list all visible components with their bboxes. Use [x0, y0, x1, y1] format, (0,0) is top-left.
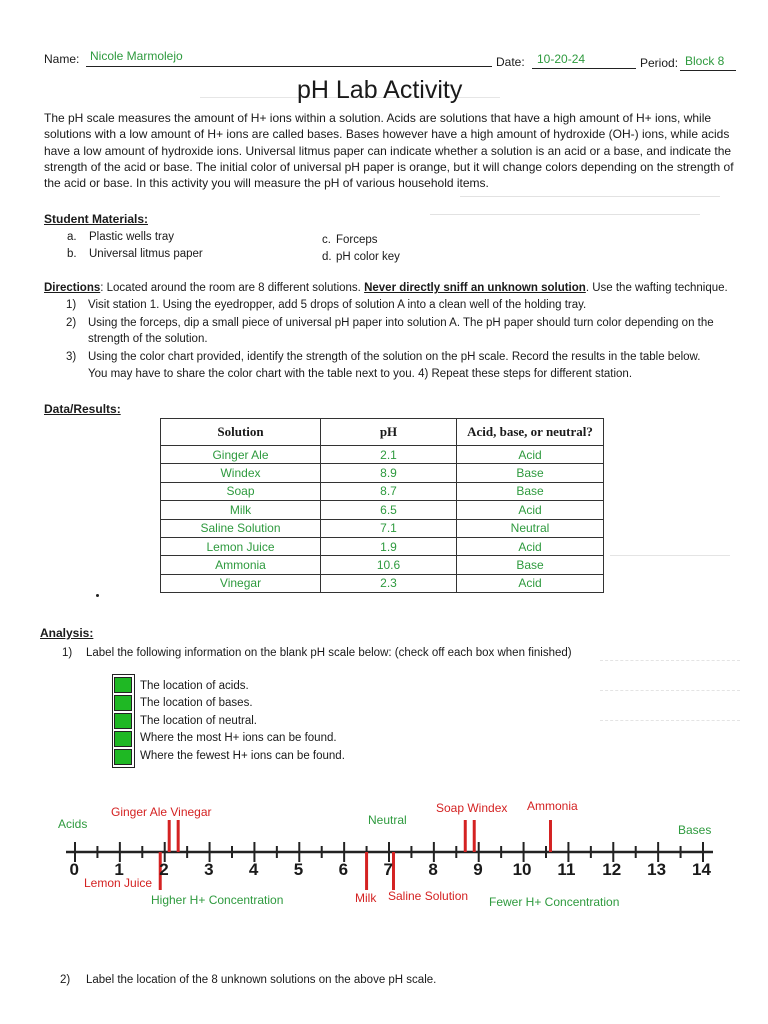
ph-cell: 10.6 [321, 556, 457, 574]
type-cell: Base [457, 464, 604, 482]
saline-label: Saline Solution [388, 889, 469, 903]
material-marker: a. [67, 231, 77, 243]
checkbox-neutral[interactable] [114, 713, 132, 729]
scale-number: 11 [557, 860, 576, 879]
ph-cell: 8.9 [321, 464, 457, 482]
material-item: Forceps [336, 234, 378, 246]
ph-scale [0, 780, 768, 930]
scale-number: 4 [248, 860, 259, 879]
checkbox-acids[interactable] [114, 677, 132, 693]
ph-cell: 1.9 [321, 537, 457, 555]
bleed-line [600, 690, 740, 692]
directions-heading: Directions [44, 282, 101, 294]
step-text: Using the color chart provided, identify the strength of the solution on the pH scale. Record the results in the table below. [88, 351, 701, 363]
name-label: Name: [44, 52, 80, 66]
period-underline [680, 70, 736, 71]
type-cell: Acid [457, 537, 604, 555]
ph-cell: 6.5 [321, 501, 457, 519]
material-marker: b. [67, 248, 77, 260]
date-value: 10-20-24 [537, 52, 586, 66]
scale-number: 2 [159, 860, 169, 879]
step-text: Visit station 1. Using the eyedropper, add 5 drops of solution A into a clean well of the holding tray. [88, 299, 587, 311]
bleed-line [600, 720, 740, 722]
scale-number: 6 [338, 860, 349, 879]
checklist-item: The location of acids. [140, 680, 249, 692]
scale-number: 1 [114, 860, 124, 879]
scale-number: 13 [647, 860, 667, 879]
type-cell: Base [457, 482, 604, 500]
step-text: You may have to share the color chart with the table next to you. 4) Repeat these steps for different station. [88, 368, 633, 380]
material-item: pH color key [336, 251, 400, 263]
name-value: Nicole Marmolejo [90, 49, 183, 63]
directions-lead: : Located around the room are 8 different solutions. [100, 282, 361, 294]
table-row [161, 556, 604, 574]
bleed-line [460, 196, 720, 198]
solution-cell: Vinegar [161, 574, 321, 592]
step-number: 1) [66, 299, 77, 311]
scale-number: 7 [383, 860, 393, 879]
checklist-item: Where the most H+ ions can be found. [140, 732, 337, 744]
ph-cell: 7.1 [321, 519, 457, 537]
material-marker: d. [322, 251, 332, 263]
solution-cell: Soap [161, 482, 321, 500]
checklist-item: The location of neutral. [140, 715, 257, 727]
solution-cell: Milk [161, 501, 321, 519]
scale-number: 5 [293, 860, 304, 879]
table-row [161, 519, 604, 537]
milk-label: Milk [355, 891, 377, 905]
step-text: Using the forceps, dip a small piece of universal pH paper into solution A. The pH paper should turn color depending on the [88, 317, 714, 329]
material-item: Plastic wells tray [89, 231, 174, 243]
results-table [160, 418, 604, 593]
type-cell: Acid [457, 574, 604, 592]
solution-cell: Lemon Juice [161, 537, 321, 555]
scale-number: 3 [204, 860, 214, 879]
column-header: pH [321, 419, 457, 446]
ph-cell: 2.1 [321, 446, 457, 464]
solution-cell: Ginger Ale [161, 446, 321, 464]
step-number: 3) [66, 351, 77, 363]
table-header-row [161, 419, 604, 446]
column-header: Acid, base, or neutral? [457, 419, 604, 446]
table-row [161, 446, 604, 464]
scale-number: 14 [692, 860, 711, 879]
checklist-item: Where the fewest H+ ions can be found. [140, 750, 345, 762]
ph-cell: 2.3 [321, 574, 457, 592]
ammonia-label: Ammonia [527, 799, 578, 813]
checklist-item: The location of bases. [140, 697, 253, 709]
neutral-label: Neutral [368, 813, 407, 827]
type-cell: Acid [457, 446, 604, 464]
solution-cell: Saline Solution [161, 519, 321, 537]
period-label: Period: [640, 56, 679, 70]
bleed-line [600, 660, 740, 662]
materials-heading: Student Materials: [44, 212, 149, 226]
solution-cell: Windex [161, 464, 321, 482]
scale-number: 8 [428, 860, 438, 879]
date-underline [532, 68, 636, 69]
bases-label: Bases [678, 823, 712, 837]
step-number: 2) [66, 317, 77, 329]
scale-number: 12 [602, 860, 622, 879]
intro-paragraph: The pH scale measures the amount of H+ ions within a solution. Acids are solutions that have a high amount of H+ ions, while solutions with a low amount of H+ ions are called bases. Bases however have a high amount of hydroxide (OH-) ions, while acids have a low amount of hydroxide ions. Universal litmus paper can indicate whether a solution is an acid or a base, and indicate the strength of the acid or base. The initial color of universal pH paper is orange, but it will change colors depending on the strength of the acid or base. In this activity you will measure the pH of various household items. [44, 111, 734, 191]
material-item: Universal litmus paper [89, 248, 203, 260]
directions-warning: Never directly sniff an unknown solution [364, 282, 586, 294]
checkbox-bases[interactable] [114, 695, 132, 711]
ginger-vinegar-label: Ginger Ale Vinegar [111, 805, 212, 819]
page-title: pH Lab Activity [297, 76, 463, 104]
ph-cell: 8.7 [321, 482, 457, 500]
fewer-h-label: Fewer H+ Concentration [489, 895, 620, 909]
acids-label: Acids [58, 817, 88, 831]
table-row [161, 501, 604, 519]
directions-intro [44, 280, 728, 296]
question-text: Label the location of the 8 unknown solutions on the above pH scale. [86, 974, 437, 986]
type-cell: Acid [457, 501, 604, 519]
table-row [161, 574, 604, 592]
date-label: Date: [496, 55, 525, 69]
step-text: strength of the solution. [88, 333, 208, 345]
period-value: Block 8 [685, 54, 725, 68]
table-row [161, 537, 604, 555]
checkbox-most-h[interactable] [114, 731, 132, 747]
name-underline [86, 66, 492, 67]
bleed-line [610, 555, 730, 557]
results-heading: Data/Results: [44, 402, 121, 416]
scale-number: 0 [69, 860, 79, 879]
question-text: Label the following information on the blank pH scale below: (check off each box when finished) [86, 647, 572, 659]
material-marker: c. [322, 234, 331, 246]
table-row [161, 464, 604, 482]
column-header: Solution [161, 419, 321, 446]
bleed-line [430, 214, 700, 216]
directions-tail: . Use the wafting technique. [585, 282, 728, 294]
stray-dot [96, 594, 99, 597]
scale-number: 9 [473, 860, 483, 879]
soap-windex-label: Soap Windex [436, 801, 508, 815]
lemon-juice-label: Lemon Juice [84, 876, 153, 890]
scale-number: 10 [512, 860, 532, 879]
question-number: 1) [62, 647, 73, 659]
question-number: 2) [60, 974, 71, 986]
type-cell: Base [457, 556, 604, 574]
type-cell: Neutral [457, 519, 604, 537]
higher-h-label: Higher H+ Concentration [151, 893, 284, 907]
solution-cell: Ammonia [161, 556, 321, 574]
table-row [161, 482, 604, 500]
analysis-heading: Analysis: [40, 626, 94, 640]
checkbox-fewest-h[interactable] [114, 749, 132, 765]
